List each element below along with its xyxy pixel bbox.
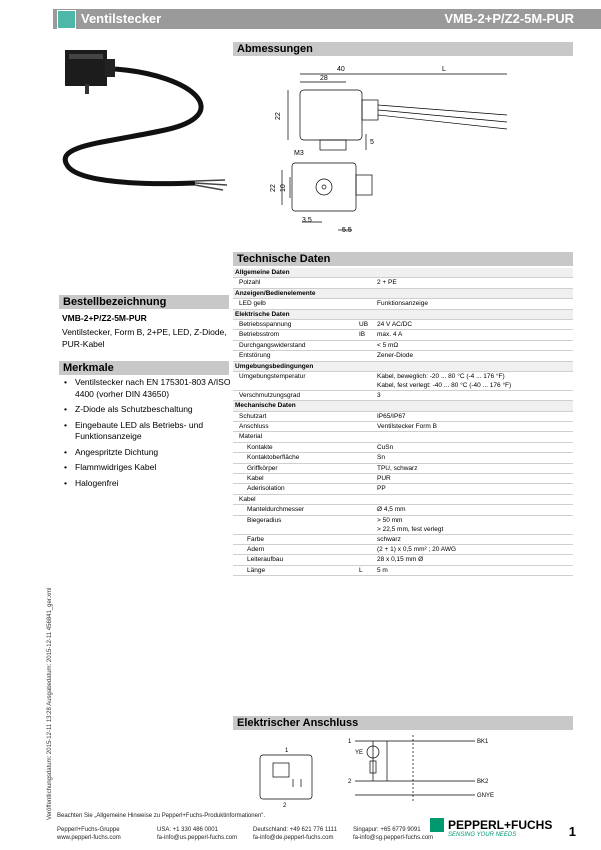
table-cell-label: Anschluss	[233, 422, 357, 432]
table-cell-symbol	[357, 442, 375, 452]
table-row	[233, 340, 573, 350]
table-row	[233, 534, 573, 544]
table-cell-value-line: PUR	[377, 475, 391, 483]
table-cell-symbol	[357, 351, 375, 361]
table-cell-value-line: Sn	[377, 454, 385, 462]
pin-label-1: 1	[285, 748, 289, 754]
table-cell-symbol	[357, 371, 375, 390]
table-cell-label: Schutzart	[233, 411, 357, 421]
footer-col-group	[57, 826, 121, 842]
table-cell-value-line: Ø 4,5 mm	[377, 506, 406, 514]
table-row	[233, 411, 573, 421]
table-cell-value	[375, 474, 573, 484]
wiring-diagram	[245, 735, 505, 810]
table-cell-value	[375, 515, 573, 534]
table-group-label: Umgebungsbedingungen	[233, 361, 573, 371]
table-cell-label: Farbe	[233, 534, 357, 544]
table-cell-label: Betriebsstrom	[233, 330, 357, 340]
table-cell-value	[375, 555, 573, 565]
section-electrical-connection: Elektrischer Anschluss	[233, 716, 573, 730]
dim-22-side: 22	[275, 112, 282, 120]
table-cell-symbol	[357, 299, 375, 309]
table-group-label: Mechanische Daten	[233, 401, 573, 411]
table-cell-value-line: Kabel, fest verlegt: -40 ... 80 °C (-40 ... 176 °F)	[377, 381, 512, 389]
footer-col-usa	[157, 826, 237, 842]
dimension-drawing	[262, 60, 562, 240]
table-cell-value	[375, 442, 573, 452]
table-cell-value-line: IP65/IP67	[377, 412, 406, 420]
table-group-row	[233, 361, 573, 371]
table-group-row	[233, 288, 573, 298]
table-cell-label: Griffkörper	[233, 463, 357, 473]
table-cell-value-line: Kabel, beweglich: -20 ... 80 °C (-4 ... 176 °F)	[377, 372, 505, 380]
dim-l: L	[442, 66, 446, 73]
table-cell-symbol	[357, 555, 375, 565]
footer-de-phone: Deutschland: +49 621 776 1111	[253, 827, 337, 833]
table-cell-symbol	[357, 278, 375, 288]
table-cell-value-line: 2 + PE	[377, 279, 397, 287]
table-cell-value-line: < 5 mΩ	[377, 341, 399, 349]
dim-5-5: 5.5	[342, 227, 352, 234]
brand-tagline: SENSING YOUR NEEDS	[448, 832, 517, 838]
feature-item: • Halogenfrei	[62, 478, 232, 490]
table-cell-symbol: UB	[357, 319, 375, 329]
table-row	[233, 453, 573, 463]
table-cell-value	[375, 484, 573, 494]
table-cell-value	[375, 319, 573, 329]
table-cell-symbol	[357, 432, 375, 442]
footer-col-sg	[353, 826, 433, 842]
dim-10: 10	[280, 184, 287, 192]
table-cell-value-line: 3	[377, 391, 381, 399]
feature-item: • Z-Diode als Schutzbeschaltung	[62, 404, 232, 416]
header-bar	[0, 0, 601, 38]
table-group-row	[233, 309, 573, 319]
table-row	[233, 484, 573, 494]
table-row	[233, 515, 573, 534]
table-cell-value	[375, 411, 573, 421]
table-cell-value-line: Funktionsanzeige	[377, 300, 428, 308]
table-row	[233, 432, 573, 442]
dim-5: 5	[370, 139, 374, 146]
order-description: Ventilstecker, Form B, 2+PE, LED, Z-Diode, PUR-Kabel	[62, 327, 227, 349]
brand-logo-mark	[430, 818, 444, 832]
table-cell-label: Länge	[233, 565, 357, 575]
header-logo-square	[57, 10, 76, 29]
side-view-body	[300, 90, 362, 140]
table-cell-symbol	[357, 474, 375, 484]
table-cell-label: Leiteraufbau	[233, 555, 357, 565]
section-technical-data: Technische Daten	[233, 252, 573, 266]
table-group-label: Anzeigen/Bedienelemente	[233, 288, 573, 298]
dim-40: 40	[337, 66, 345, 73]
table-row	[233, 505, 573, 515]
table-cell-value	[375, 330, 573, 340]
table-cell-value	[375, 422, 573, 432]
table-cell-label: Aderisolation	[233, 484, 357, 494]
table-row	[233, 351, 573, 361]
feature-item: • Flammwidriges Kabel	[62, 462, 232, 474]
wire-gnye: GNYE	[477, 793, 495, 799]
table-row	[233, 544, 573, 554]
table-cell-value	[375, 534, 573, 544]
table-cell-value-line: (2 + 1) x 0,5 mm² ; 20 AWG	[377, 545, 457, 553]
feature-item: • Angespritzte Dichtung	[62, 447, 232, 459]
footer-website-link[interactable]: www.pepperl-fuchs.com	[57, 835, 121, 841]
table-cell-symbol	[357, 422, 375, 432]
table-group-row	[233, 401, 573, 411]
table-row	[233, 371, 573, 390]
table-cell-value	[375, 340, 573, 350]
publication-date-note: Veröffentlichungsdatum: 2015-12-11 13:28 Ausgabedatum: 2015-12-11 456841_ger.xml	[47, 587, 53, 820]
footer-usa-email[interactable]: fa-info@us.pepperl-fuchs.com	[157, 835, 238, 841]
table-cell-label: LED gelb	[233, 299, 357, 309]
features-list	[62, 377, 232, 493]
dim-28: 28	[320, 75, 328, 82]
table-group-row	[233, 268, 573, 278]
table-cell-value	[375, 278, 573, 288]
table-cell-value-line: 5 m	[377, 566, 388, 574]
connector-body	[65, 50, 115, 94]
table-row	[233, 390, 573, 400]
footer-usa-phone: USA: +1 330 486 0001	[157, 827, 218, 833]
table-cell-value-line: > 50 mm	[377, 516, 403, 524]
table-cell-value	[375, 565, 573, 575]
feature-item: • Ventilstecker nach EN 175301-803 A/ISO 4400 (vorher DIN 43650)	[62, 377, 232, 400]
table-row	[233, 299, 573, 309]
table-row	[233, 565, 573, 575]
table-cell-value-line: 24 V AC/DC	[377, 320, 413, 328]
table-cell-value	[375, 494, 573, 504]
table-cell-symbol	[357, 505, 375, 515]
table-cell-label: Durchgangswiderstand	[233, 340, 357, 350]
table-cell-value-line: CuSn	[377, 443, 394, 451]
feature-item: • Eingebaute LED als Betriebs- und Funktionsanzeige	[62, 420, 232, 443]
footer-sg-phone: Singapur: +65 6779 9091	[353, 827, 421, 833]
table-row	[233, 494, 573, 504]
page-number: 1	[568, 824, 576, 839]
table-cell-value-line: 28 x 0,15 mm Ø	[377, 556, 424, 564]
section-features: Merkmale	[59, 361, 229, 375]
table-cell-symbol: L	[357, 565, 375, 575]
table-cell-label: Kontaktoberfläche	[233, 453, 357, 463]
table-cell-value-line: TPU, schwarz	[377, 464, 418, 472]
footer-sg-email[interactable]: fa-info@sg.pepperl-fuchs.com	[353, 835, 434, 841]
table-cell-value	[375, 432, 573, 442]
table-cell-label: Kabel	[233, 474, 357, 484]
product-code-title: VMB-2+P/Z2-5M-PUR	[444, 11, 574, 26]
table-row	[233, 422, 573, 432]
wire-bk2: BK2	[477, 779, 489, 785]
product-group-title: Ventilstecker	[81, 11, 162, 26]
table-cell-symbol	[357, 463, 375, 473]
table-cell-value	[375, 351, 573, 361]
front-view-body	[292, 163, 356, 211]
table-cell-symbol	[357, 544, 375, 554]
table-row	[233, 474, 573, 484]
table-row	[233, 442, 573, 452]
table-group-label: Allgemeine Daten	[233, 268, 573, 278]
section-order-designation: Bestellbezeichnung	[59, 295, 229, 309]
table-cell-label: Verschmutzungsgrad	[233, 390, 357, 400]
table-cell-value	[375, 453, 573, 463]
table-cell-value	[375, 299, 573, 309]
table-cell-value	[375, 544, 573, 554]
table-row	[233, 555, 573, 565]
brand-logo	[430, 818, 552, 838]
table-cell-value-line: Zener-Diode	[377, 352, 414, 360]
led-label-ye: YE	[355, 750, 364, 756]
table-cell-value-line: max. 4 A	[377, 331, 403, 339]
dim-22-front: 22	[270, 184, 277, 192]
table-cell-label: Material	[233, 432, 357, 442]
dim-m3: M3	[294, 150, 304, 157]
table-cell-label: Entstörung	[233, 351, 357, 361]
table-cell-label: Betriebsspannung	[233, 319, 357, 329]
table-cell-value-line: > 22,5 mm, fest verlegt	[377, 525, 444, 533]
table-cell-label: Kontakte	[233, 442, 357, 452]
table-cell-label: Adern	[233, 544, 357, 554]
table-row	[233, 278, 573, 288]
footer-de-email[interactable]: fa-info@de.pepperl-fuchs.com	[253, 835, 334, 841]
table-cell-symbol	[357, 390, 375, 400]
product-photo	[55, 45, 235, 205]
table-row	[233, 330, 573, 340]
table-cell-symbol	[357, 411, 375, 421]
table-cell-symbol	[357, 534, 375, 544]
table-cell-value	[375, 371, 573, 390]
footer-note: Beachten Sie „Allgemeine Hinweise zu Pepperl+Fuchs-Produktinformationen".	[57, 813, 266, 819]
table-cell-value-line: schwarz	[377, 535, 401, 543]
dim-3-5: 3.5	[302, 217, 312, 224]
table-cell-label: Biegeradius	[233, 515, 357, 534]
table-cell-symbol	[357, 494, 375, 504]
table-row	[233, 319, 573, 329]
table-cell-label: Polzahl	[233, 278, 357, 288]
wire-bk1: BK1	[477, 739, 489, 745]
wire-num-2: 2	[348, 779, 352, 785]
table-cell-value-line: PP	[377, 485, 386, 493]
wire-num-1: 1	[348, 739, 352, 745]
table-cell-value	[375, 463, 573, 473]
table-cell-symbol	[357, 453, 375, 463]
section-dimensions: Abmessungen	[233, 42, 573, 56]
table-cell-value	[375, 505, 573, 515]
table-group-label: Elektrische Daten	[233, 309, 573, 319]
table-cell-label: Manteldurchmesser	[233, 505, 357, 515]
brand-name: PEPPERL+FUCHS	[448, 818, 553, 832]
table-cell-symbol	[357, 484, 375, 494]
pin-label-2: 2	[283, 803, 287, 809]
technical-data-table	[233, 268, 573, 576]
table-cell-value-line: Ventilstecker Form B	[377, 423, 437, 431]
footer-col-de	[253, 826, 337, 842]
table-cell-label: Kabel	[233, 494, 357, 504]
table-cell-label: Umgebungstemperatur	[233, 371, 357, 390]
footer-group-name: Pepperl+Fuchs-Gruppe	[57, 827, 120, 833]
order-code: VMB-2+P/Z2-5M-PUR	[62, 313, 147, 323]
table-row	[233, 463, 573, 473]
table-cell-value	[375, 390, 573, 400]
table-cell-symbol: IB	[357, 330, 375, 340]
table-cell-symbol	[357, 340, 375, 350]
table-cell-symbol	[357, 515, 375, 534]
